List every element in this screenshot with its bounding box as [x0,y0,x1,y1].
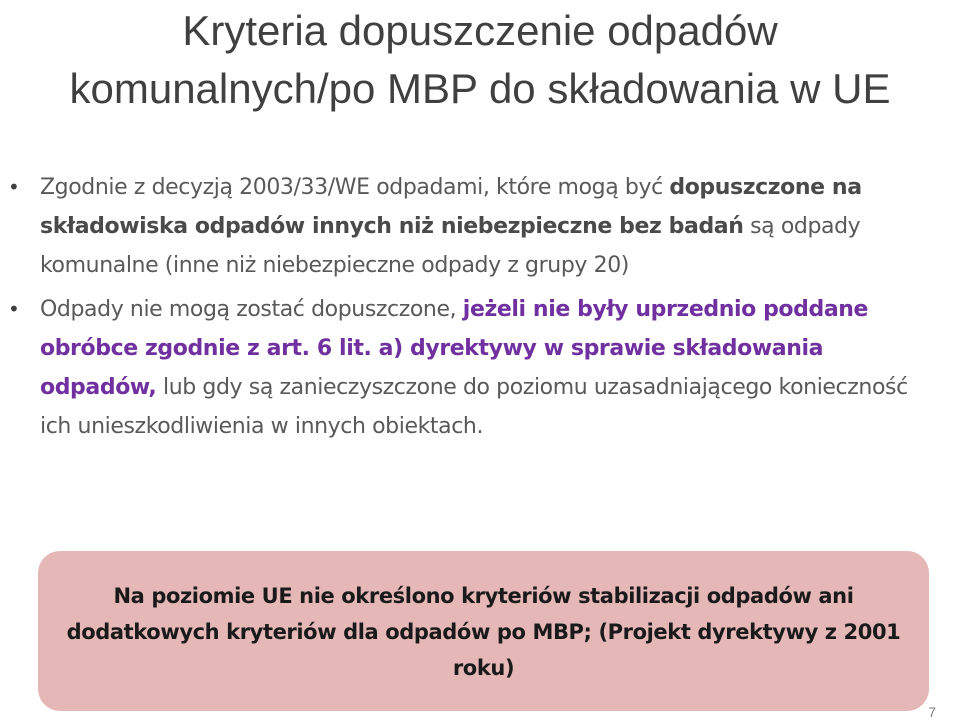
bullet-item-2 [0,290,930,446]
bullet-2-run-2-purple: jeżeli nie były uprzednio poddane obróbce zgodnie z art. 6 lit. a) dyrektywy w sprawie składowania odpadów, [40,297,869,400]
bullet-1-run-1: Zgodnie z decyzją 2003/33/WE odpadami, które mogą być [40,175,670,200]
slide-title [0,2,960,118]
bullet-dot-icon: • [8,297,20,321]
slide-title-line-2: komunalnych/po MBP do składowania w UE [69,65,891,112]
bullet-list [0,168,930,446]
bullet-dot-icon: • [8,175,20,199]
slide-title-line-1: Kryteria dopuszczenie odpadów [182,7,778,54]
page-number: 7 [928,704,936,720]
callout-box [38,551,929,711]
bullet-1-run-2-bold: dopuszczone na składowiska odpadów innych niż niebezpieczne bez badań [40,175,862,239]
bullet-1-run-3: są odpady komunalne (inne niż niebezpieczne odpady z grupy 20) [40,214,861,278]
bullet-2-run-3: lub gdy są zanieczyszczone do poziomu uzasadniającego konieczność ich unieszkodliwienia w innych obiektach. [40,375,908,439]
bullet-item-1 [0,168,930,285]
bullet-2-run-1: Odpady nie mogą zostać dopuszczone, [40,297,463,322]
callout-text: Na poziomie UE nie określono kryteriów stabilizacji odpadów ani dodatkowych kryteriów dla odpadów po MBP; (Projekt dyrektywy z 2001 roku) [66,584,901,680]
